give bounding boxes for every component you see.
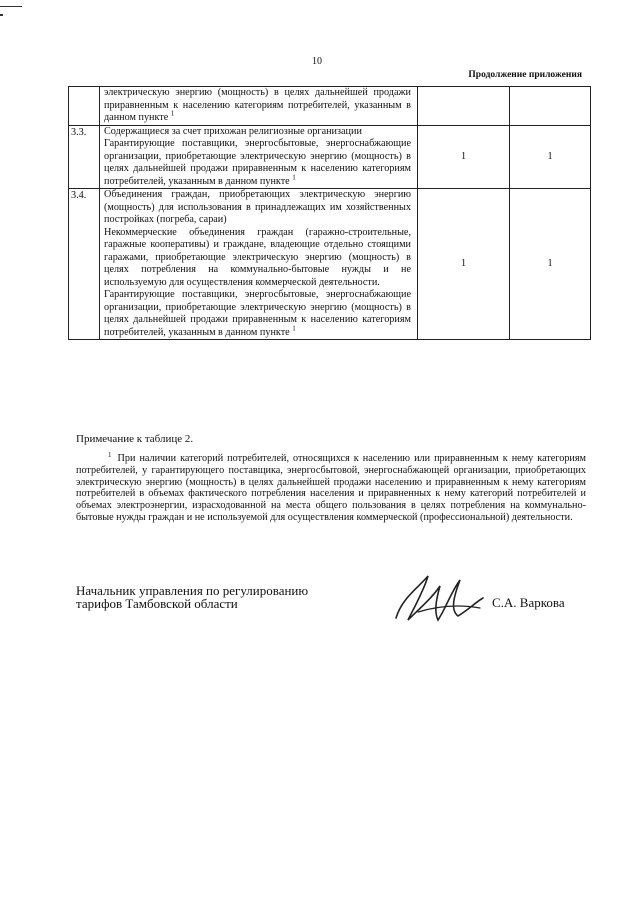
table-row (69, 125, 591, 189)
description-text: электрическую энергию (мощность) в целях дальнейшей продажи приравненным к населению категориям потребителей, указанным в данном пункте (104, 87, 411, 123)
description-paragraph (104, 138, 411, 188)
value-cell-2: 1 (510, 189, 591, 340)
value-cell-1: 1 (418, 189, 510, 340)
row-description (100, 87, 418, 126)
description-text: Гарантирующие поставщики, энергосбытовые, энергоснабжающие организации, приобретающие электрическую энергию (мощность) в целях дальнейшей продажи приравненным к населению категориям потребителей, указанным в данном пункте (104, 138, 411, 187)
signatory-title (76, 584, 308, 610)
row-number (69, 87, 100, 126)
tariff-table (68, 86, 591, 340)
table-row (69, 87, 591, 126)
footnote-text: При наличии категорий потребителей, относящихся к населению или приравненным к нему категориям потребителей, у гарантирующего поставщика, энергосбытовой, энергоснабжающей организации, приобретающих электрическую энергию (мощность) в целях дальнейшей продажи населению и приравненным к нему категориям потребителей в объемах фактического потребления населения и приравненных к нему категорий потребителей и объемах электроэнергии, израсходованной на места общего пользования в целях потребления на коммунально-бытовые нужды граждан и не используемой для осуществления коммерческой (профессиональной) деятельности. (76, 453, 586, 523)
signatory-title-line2: тарифов Тамбовской области (76, 596, 238, 611)
scan-artifact (0, 6, 22, 7)
value-cell-2 (510, 87, 591, 126)
scan-artifact (0, 14, 3, 16)
description-text: Содержащиеся за счет прихожан религиозные организации (104, 125, 362, 137)
value-cell-1: 1 (418, 125, 510, 189)
table-row (69, 189, 591, 340)
continuation-label: Продолжение приложения (468, 70, 582, 80)
description-text: Объединения граждан, приобретающих электрическую энергию (мощность) для использования в принадлежащих им хозяйственных постройках (погреба, сараи) (104, 189, 411, 225)
row-number: 3.3. (69, 125, 100, 189)
signatory-title-line1: Начальник управления по регулированию (76, 583, 309, 598)
description-text: Гарантирующие поставщики, энергосбытовые, энергоснабжающие организации, приобретающие электрическую энергию (мощность) в целях дальнейшей продажи приравненным к населению категориям потребителей, указанным в данном пункте (104, 289, 411, 338)
footnote-reference: 1 (292, 324, 296, 333)
description-paragraph (104, 227, 411, 290)
page-number: 10 (312, 56, 322, 67)
footnote-reference: 1 (170, 109, 175, 118)
handwritten-signature (388, 568, 488, 626)
footnote-marker: 1 (108, 450, 112, 459)
description-paragraph (104, 289, 411, 339)
description-paragraph (104, 189, 411, 227)
row-description (100, 125, 418, 189)
footnote (76, 450, 586, 524)
value-cell-2: 1 (510, 125, 591, 189)
row-number: 3.4. (69, 189, 100, 340)
value-cell-1 (418, 87, 510, 126)
description-paragraph (104, 126, 411, 139)
signatory-name: С.А. Варкова (492, 595, 565, 610)
description-paragraph (104, 87, 411, 125)
row-description (100, 189, 418, 340)
note-title: Примечание к таблице 2. (76, 433, 194, 445)
footnote-reference: 1 (292, 173, 296, 182)
description-text: Некоммерческие объединения граждан (гаражно-строительные, гаражные кооперативы) и граждане, владеющие отдельно стоящими гаражами, приобретающие электрическую энергию (мощность) в целях потребления на коммунально-бытовые нужды и не используемую для осуществления коммерческой деятельности. (104, 226, 411, 288)
